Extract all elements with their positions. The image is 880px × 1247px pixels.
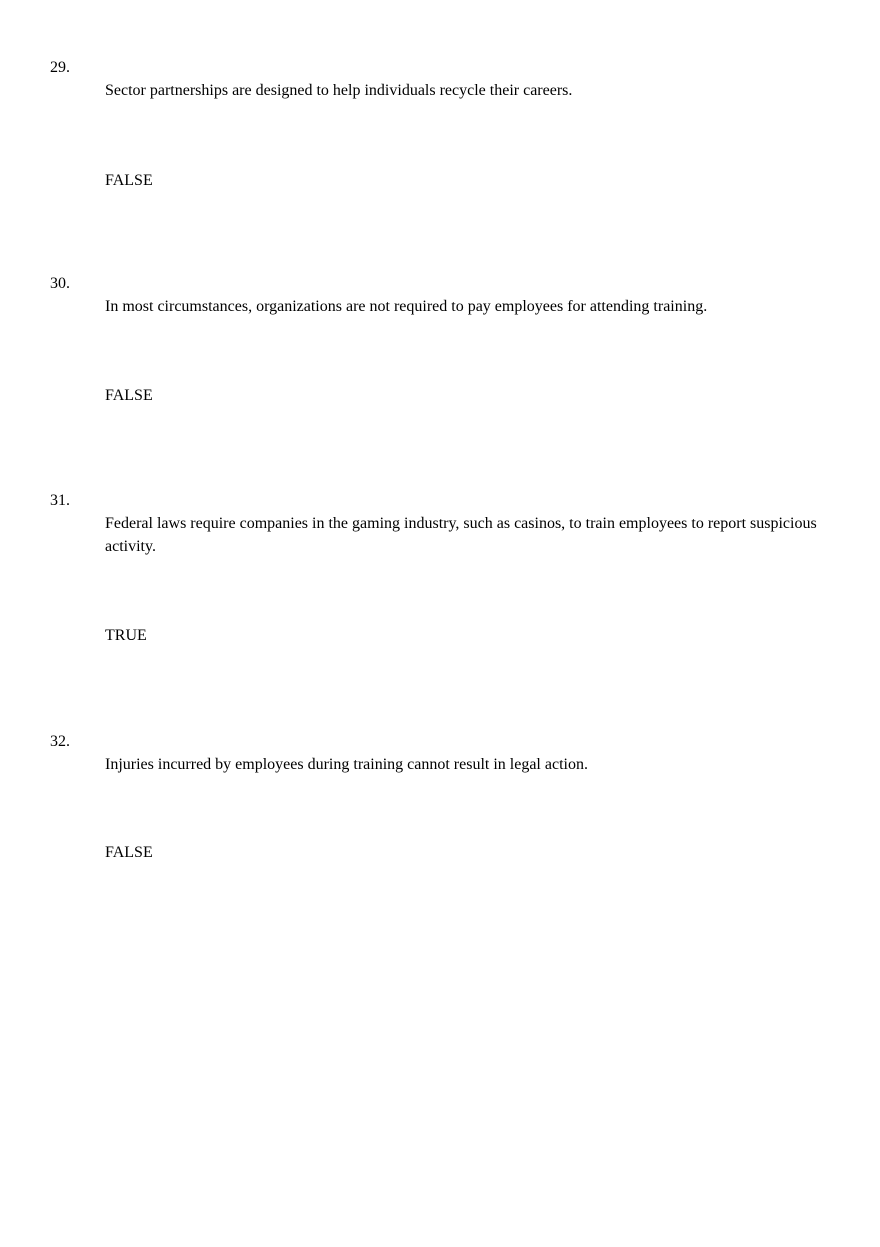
question-number: 30.: [50, 275, 70, 292]
question-answer: FALSE: [105, 172, 153, 189]
question-text: In most circumstances, organizations are not required to pay employees for attending training.: [105, 298, 708, 315]
question-text: Federal laws require companies in the gaming industry, such as casinos, to train employees to report suspicious activity.: [105, 515, 817, 555]
question-number: 32.: [50, 733, 70, 750]
question-answer: TRUE: [105, 627, 147, 644]
question-answer: FALSE: [105, 387, 153, 404]
question-text: Injuries incurred by employees during training cannot result in legal action.: [105, 756, 588, 773]
question-answer: FALSE: [105, 844, 153, 861]
question-number: 31.: [50, 492, 70, 509]
question-number: 29.: [50, 59, 70, 76]
question-text: Sector partnerships are designed to help individuals recycle their careers.: [105, 82, 573, 99]
